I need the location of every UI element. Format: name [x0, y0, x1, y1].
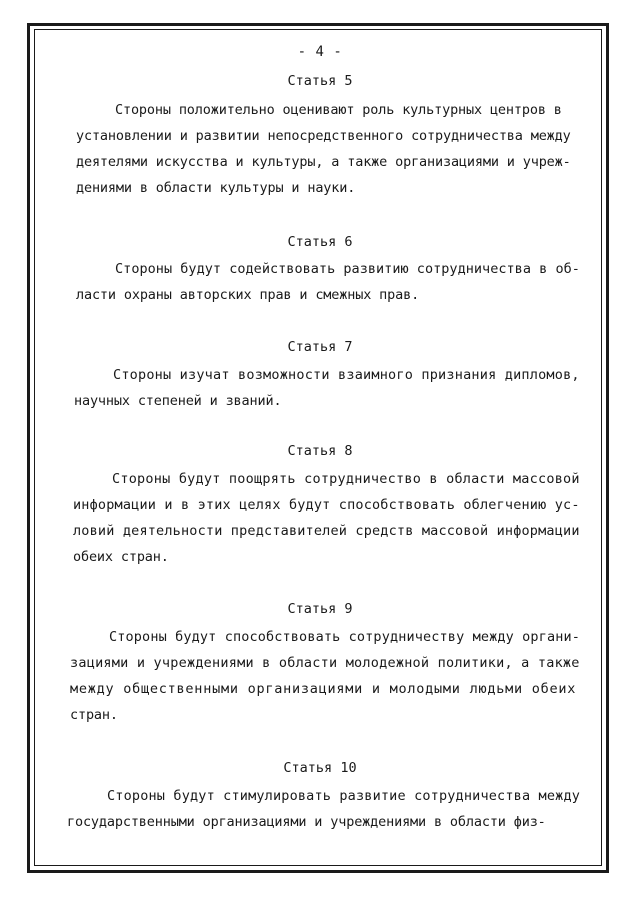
article-text-line: между общественными организациями и молодыми людьми обеих — [70, 681, 577, 697]
article-title: Статья 8 — [287, 443, 353, 459]
article-text-line: дениями в области культуры и науки. — [76, 180, 356, 196]
article-text-line: Стороны положительно оценивают роль культурных центров в — [115, 102, 562, 118]
article-9 — [0, 599, 640, 723]
article-text-line: государственными организациями и учреждениями в области физ- — [67, 814, 546, 830]
article-text-line: Стороны изучат возможности взаимного признания дипломов, — [113, 367, 580, 383]
article-text-line: обеих стран. — [73, 549, 169, 565]
article-text-line: ловий деятельности представителей средств массовой информации — [73, 523, 580, 539]
article-text-line: научных степеней и званий. — [74, 393, 282, 409]
article-5 — [0, 71, 640, 196]
article-text-line: деятелями искусства и культуры, а также организациями и учреж- — [76, 154, 571, 170]
article-text-line: ласти охраны авторских прав и смежных прав. — [76, 287, 420, 303]
article-title: Статья 9 — [287, 601, 353, 617]
page-number: - 4 - — [297, 44, 343, 60]
article-6 — [0, 232, 640, 303]
article-text-line: стран. — [70, 707, 118, 723]
article-title: Статья 5 — [287, 73, 353, 89]
article-text-line: Стороны будут содействовать развитию сотрудничества в об- — [115, 261, 580, 277]
article-text-line: информации и в этих целях будут способствовать облегчению ус- — [73, 497, 580, 513]
article-text-line: Стороны будут поощрять сотрудничество в области массовой — [112, 471, 580, 487]
article-title: Статья 10 — [283, 760, 357, 776]
article-8 — [0, 441, 640, 565]
article-7 — [0, 337, 640, 409]
article-text-line: Стороны будут способствовать сотрудничеству между органи- — [109, 629, 581, 645]
article-text-line: зациями и учреждениями в области молодежной политики, а также — [70, 655, 580, 671]
article-10 — [0, 758, 640, 830]
article-title: Статья 6 — [287, 234, 353, 250]
article-title: Статья 7 — [287, 339, 353, 355]
article-text-line: установлении и развитии непосредственного сотрудничества между — [76, 128, 571, 144]
article-text-line: Стороны будут стимулировать развитие сотрудничества между — [107, 788, 581, 804]
